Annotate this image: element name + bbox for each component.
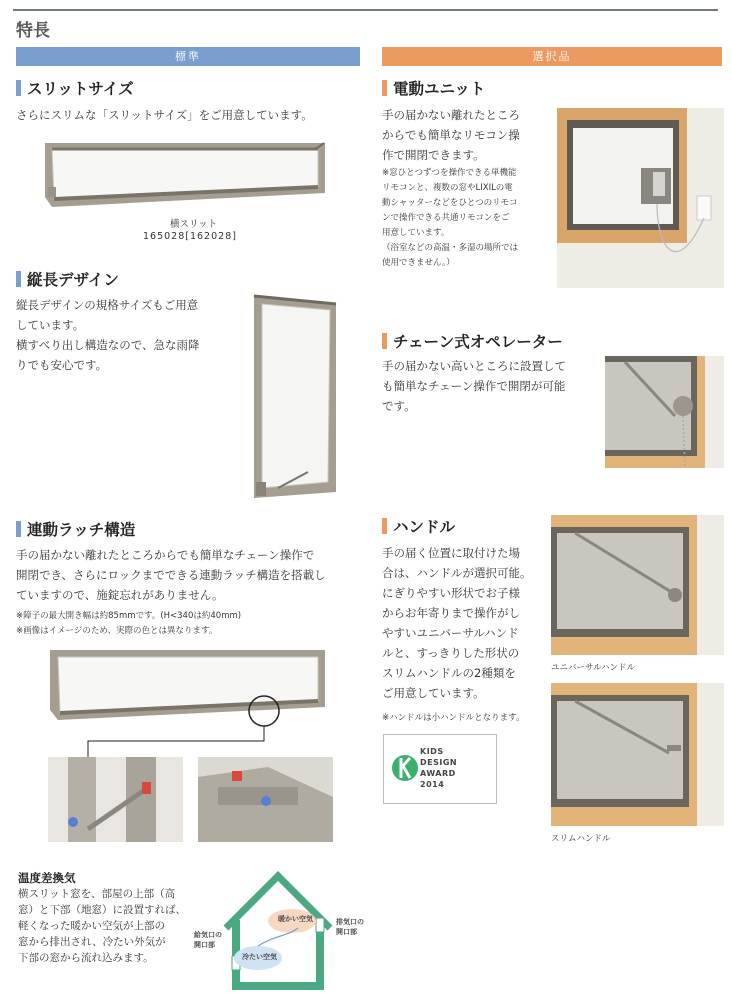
electric-text — [382, 105, 520, 165]
latch-text — [16, 545, 326, 605]
latch-line: ていますので、施錠忘れがありません。 — [16, 588, 224, 602]
handle-line: ルと、すっきりした形状の — [382, 646, 520, 660]
latch-heading — [16, 518, 135, 540]
universal-handle-image — [551, 515, 724, 655]
electric-note: 使用できません。） — [382, 258, 455, 268]
intake-label-line: 開口部 — [194, 941, 215, 949]
electric-note: リモコンと、複数の窓やLIXILの電 — [382, 183, 513, 193]
electric-note: （浴室などの高温・多湿の場所では — [382, 243, 519, 253]
handle-line: 手の届く位置に取付けた場 — [382, 546, 520, 560]
vent-line: 窓から排出され、冷たい外気が — [18, 936, 166, 948]
slit-text: さらにスリムな「スリットサイズ」をご用意しています。 — [16, 108, 313, 122]
vent-line: 下部の窓から流れ込みます。 — [18, 952, 154, 964]
chain-heading-text: チェーン式オペレーター — [393, 333, 563, 351]
electric-notes — [382, 166, 518, 271]
handle-line: スリムハンドルの2種類を — [382, 666, 516, 680]
electric-unit-image — [557, 108, 724, 288]
latch-note: ※画像はイメージのため、実際の色とは異なります。 — [16, 626, 218, 636]
heading-marker — [16, 271, 21, 287]
chain-text — [382, 356, 566, 416]
vent-line: 窓）と下部（地窓）に設置すれば、 — [18, 904, 186, 916]
vent-text — [18, 886, 186, 966]
award-line: AWARD — [420, 769, 456, 778]
handle-heading-text: ハンドル — [393, 518, 456, 536]
electric-heading — [382, 77, 485, 99]
heading-marker — [16, 521, 21, 537]
intake-label-line: 給気口の — [194, 931, 222, 939]
slit-caption-2: 165028[162028] — [143, 231, 237, 242]
standard-bar: 標準 — [16, 47, 360, 66]
exhaust-label — [336, 917, 364, 937]
electric-note: ンで操作できる共通リモコンをご — [382, 213, 510, 223]
exhaust-label-line: 排気口の — [336, 918, 364, 926]
chain-operator-image — [605, 356, 724, 468]
vent-line: 横スリット窓を、部屋の上部（高 — [18, 888, 176, 900]
universal-handle-caption: ユニバーサルハンドル — [551, 663, 635, 673]
tall-line: 横すべり出し構造なので、急な雨降 — [16, 338, 200, 352]
cold-air-label: 冷たい空気 — [242, 953, 277, 961]
handle-text — [382, 543, 532, 703]
award-line: DESIGN — [420, 758, 458, 767]
intake-label — [194, 930, 222, 950]
vent-line: 軽くなった暖かい空気が上部の — [18, 920, 165, 932]
heading-marker — [382, 80, 387, 96]
handle-line: やすいユニバーサルハンド — [382, 626, 519, 640]
tall-window-image — [248, 292, 348, 502]
electric-line: 手の届かない離れたところ — [382, 108, 520, 122]
award-line: 2014 — [420, 780, 445, 789]
top-rule — [13, 9, 718, 11]
handle-line: ご用意しています。 — [382, 686, 485, 700]
slim-handle-caption: スリムハンドル — [551, 834, 611, 844]
latch-note: ※障子の最大開き幅は約85mmです。(H<340は約40mm) — [16, 611, 242, 621]
slit-heading-text: スリットサイズ — [27, 80, 134, 98]
electric-note: ※窓ひとつずつを操作できる単機能 — [382, 168, 517, 178]
tall-line: しています。 — [16, 318, 85, 332]
tall-heading-text: 縦長デザイン — [27, 271, 119, 289]
heading-marker — [382, 518, 387, 534]
slit-caption — [170, 216, 217, 230]
house-diagram — [218, 866, 338, 992]
electric-note: 用意しています。 — [382, 228, 450, 238]
electric-note: 動シャッターなどをひとつのリモコ — [382, 198, 518, 208]
award-line: KIDS — [420, 747, 444, 756]
handle-line: にぎりやすい形状でお子様 — [382, 586, 520, 600]
latch-notes — [16, 609, 241, 639]
electric-line: 作で開閉できます。 — [382, 148, 485, 162]
latch-line: 手の届かない離れたところからでも簡単なチェーン操作で — [16, 548, 315, 562]
optional-bar: 選択品 — [382, 47, 722, 66]
handle-line: からお年寄りまで操作がし — [382, 606, 520, 620]
handle-note: ※ハンドルは小ハンドルとなります。 — [382, 713, 525, 723]
chain-line: も簡単なチェーン操作で開閉が可能 — [382, 379, 566, 393]
electric-line: からでも簡単なリモコン操 — [382, 128, 520, 142]
tall-text — [16, 295, 200, 375]
warm-air-label: 暖かい空気 — [278, 915, 313, 923]
electric-heading-text: 電動ユニット — [393, 80, 486, 98]
tall-line: りでも安心です。 — [16, 358, 108, 372]
handle-heading — [382, 515, 455, 537]
heading-marker — [16, 80, 21, 96]
slim-handle-image — [551, 683, 724, 826]
heading-marker — [382, 333, 387, 349]
chain-heading — [382, 330, 563, 352]
tall-line: 縦長デザインの規格サイズもご用意 — [16, 298, 199, 312]
latch-heading-text: 連動ラッチ構造 — [27, 521, 136, 539]
latch-detail-2 — [198, 757, 333, 842]
latch-detail-1 — [48, 757, 183, 842]
kids-award-logo — [392, 744, 418, 792]
tall-heading — [16, 268, 119, 290]
latch-line: 開閉でき、さらにロックまでできる連動ラッチ構造を搭載し — [16, 568, 326, 582]
page-title: 特長 — [16, 21, 50, 41]
chain-line: 手の届かない高いところに設置して — [382, 359, 566, 373]
exhaust-label-line: 開口部 — [336, 928, 357, 936]
kids-award-text — [420, 746, 457, 790]
chain-line: です。 — [382, 399, 416, 413]
vent-heading: 温度差換気 — [18, 871, 76, 885]
slit-caption-1: 横スリット — [170, 219, 218, 230]
slit-window-image — [40, 135, 330, 210]
handle-line: 合は、ハンドルが選択可能。 — [382, 566, 532, 580]
slit-heading — [16, 77, 134, 99]
